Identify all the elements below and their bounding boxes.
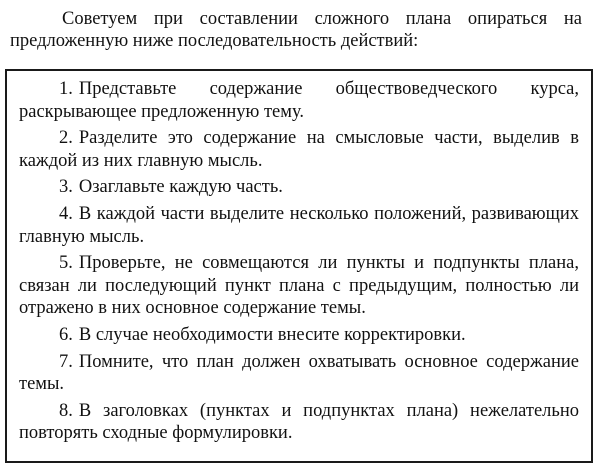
step-1 <box>19 78 579 123</box>
step-4 <box>19 203 579 248</box>
step-2 <box>19 127 579 172</box>
step-text: Помните, что план должен охватывать основное содержание темы. <box>19 351 579 395</box>
step-number: 5. <box>59 253 73 274</box>
step-text: В заголовках (пунктах и подпунктах плана) нежелательно повторять сходные формулировки. <box>19 400 579 444</box>
step-text: Проверьте, не совмещаются ли пункты и подпункты плана, связан ли последующий пункт плана с предыдущим, полностью ли отражено в них основное содержание темы. <box>19 253 579 319</box>
step-8 <box>19 400 579 445</box>
step-number: 1. <box>59 79 73 99</box>
step-number: 7. <box>59 351 73 372</box>
step-text: Представьте содержание обществоведческого курса, раскрывающее предложенную тему. <box>19 79 579 122</box>
step-number: 8. <box>59 400 73 421</box>
step-number: 2. <box>59 128 73 149</box>
step-3 <box>19 176 579 199</box>
intro-paragraph: Советуем при составлении сложного плана опираться на предложенную ниже последовательность действий: <box>10 9 582 51</box>
step-text: Разделите это содержание на смысловые части, выделив в каждой из них главную мысль. <box>19 128 579 171</box>
step-text: В каждой части выделите несколько положений, развивающих главную мысль. <box>19 203 579 247</box>
step-5 <box>19 252 579 320</box>
step-number: 3. <box>59 177 73 198</box>
step-7 <box>19 351 579 396</box>
steps-box <box>5 69 593 463</box>
step-number: 6. <box>59 324 73 345</box>
step-6 <box>19 324 579 347</box>
step-text: В случае необходимости внесите корректировки. <box>78 324 466 345</box>
step-number: 4. <box>59 203 73 224</box>
step-text: Озаглавьте каждую часть. <box>78 177 283 198</box>
